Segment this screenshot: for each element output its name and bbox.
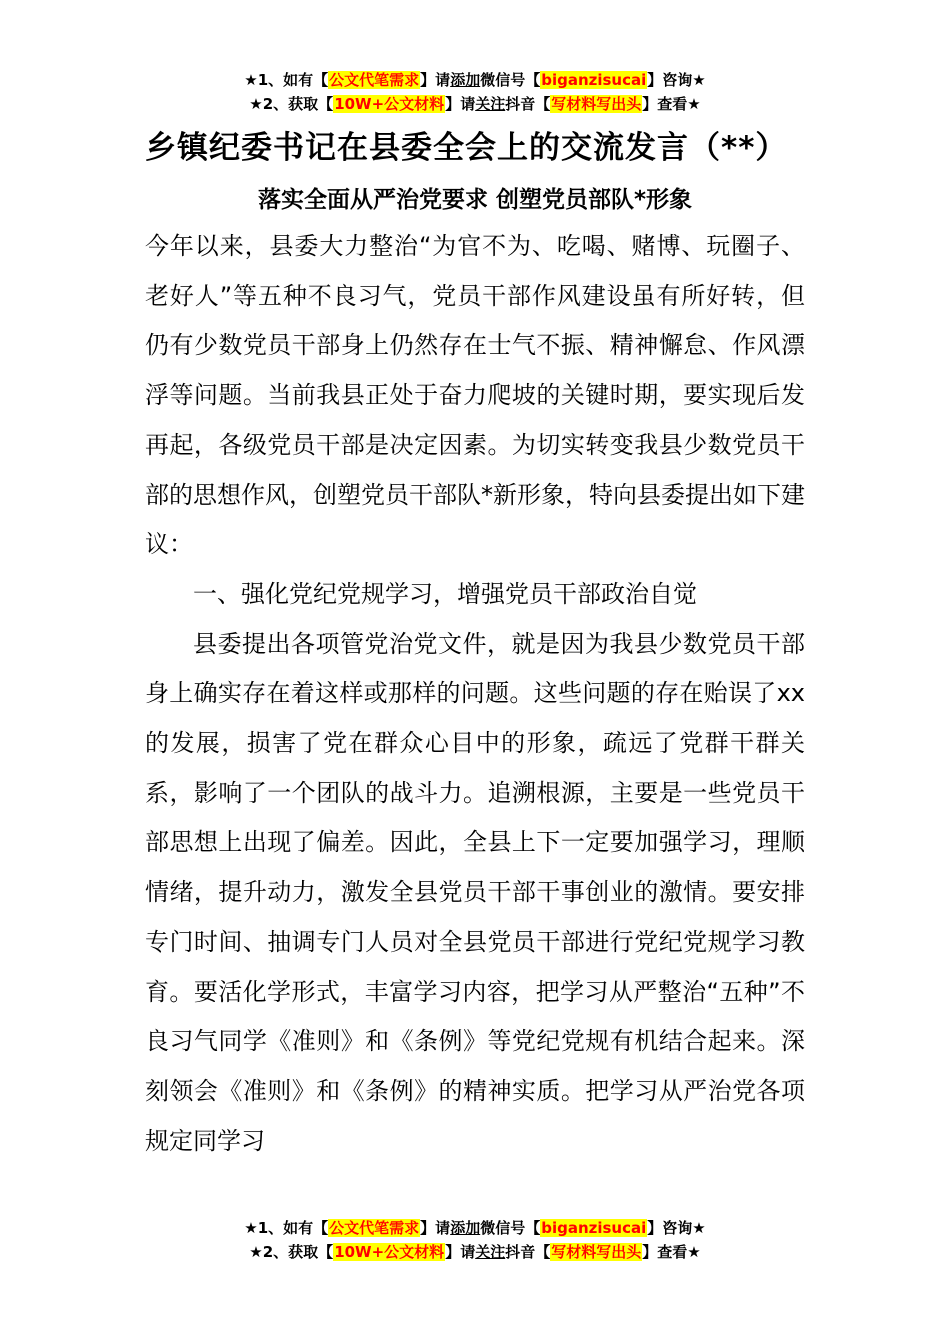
paragraph-intro: 今年以来，县委大力整治“为官不为、吃喝、赌博、玩圈子、老好人”等五种不良习气，党员干部作风建设虽有所好转，但仍有少数党员干部身上仍然存在士气不振、精神懈怠、作风漂浮等问题。当前我县正处于奋力爬坡的关键时期，要实现后发再起，各级党员干部是决定因素。为切实转变我县少数党员干部的思想作风，创塑党员干部队*新形象，特向县委提出如下建议： bbox=[145, 232, 805, 559]
banner-highlight: 公文代笔需求 bbox=[329, 71, 420, 89]
banner-text: 】请 bbox=[445, 1243, 476, 1261]
document-subtitle: 落实全面从严治党要求 创塑党员部队*形象 bbox=[257, 187, 693, 213]
paragraph-section-1: 县委提出各项管党治党文件，就是因为我县少数党员干部身上确实存在着这样或那样的问题。这些问题的存在贻误了xx的发展，损害了党在群众心目中的形象，疏远了党群干群关系，影响了一个团队的战斗力。追溯根源，主要是一些党员干部思想上出现了偏差。因此，全县上下一定要加强学习，理顺情绪，提升动力，激发全县党员干部干事创业的激情。要安排专门时间、抽调专门人员对全县党员干部进行党纪党规学习教育。要活化学形式，丰富学习内容，把学习从严整治“五种”不良习气同学《准则》和《条例》等党纪党规有机结合起来。深刻领会《准则》和《条例》的精神实质。把学习从严治党各项规定同学习 bbox=[145, 629, 805, 1155]
document-body bbox=[145, 126, 805, 1166]
banner-text: 微信号【 bbox=[480, 1219, 541, 1237]
banner-text: ★2、获取【 bbox=[249, 95, 334, 113]
banner-text: 】查看★ bbox=[642, 1243, 701, 1261]
banner-highlight: biganzisucai bbox=[541, 71, 647, 89]
banner-line-2 bbox=[0, 1240, 950, 1264]
banner-line-1 bbox=[0, 68, 950, 92]
banner-highlight: 10W+公文材料 bbox=[334, 95, 445, 113]
banner-text: 微信号【 bbox=[480, 71, 541, 89]
banner-highlight: 写材料写出头 bbox=[551, 1243, 642, 1261]
banner-highlight: 写材料写出头 bbox=[551, 95, 642, 113]
header-banner bbox=[0, 68, 950, 116]
section-heading-1: 一、强化党纪党规学习，增强党员干部政治自觉 bbox=[193, 579, 697, 608]
footer-banner bbox=[0, 1216, 950, 1264]
banner-text: 抖音【 bbox=[505, 95, 551, 113]
banner-underlined-text: 添加 bbox=[450, 1219, 481, 1237]
banner-text: 】查看★ bbox=[642, 95, 701, 113]
banner-highlight: biganzisucai bbox=[541, 1219, 647, 1237]
banner-text: 抖音【 bbox=[505, 1243, 551, 1261]
banner-text: 】请 bbox=[420, 1219, 451, 1237]
banner-text: ★2、获取【 bbox=[249, 1243, 334, 1261]
banner-underlined-text: 关注 bbox=[475, 95, 506, 113]
banner-text: 】请 bbox=[420, 71, 451, 89]
banner-line-1 bbox=[0, 1216, 950, 1240]
banner-underlined-text: 关注 bbox=[475, 1243, 506, 1261]
banner-line-2 bbox=[0, 92, 950, 116]
banner-text: ★1、如有【 bbox=[244, 71, 329, 89]
banner-text: 】请 bbox=[445, 95, 476, 113]
banner-highlight: 10W+公文材料 bbox=[334, 1243, 445, 1261]
banner-text: ★1、如有【 bbox=[244, 1219, 329, 1237]
document-title: 乡镇纪委书记在县委全会上的交流发言（**） bbox=[145, 130, 788, 166]
banner-underlined-text: 添加 bbox=[450, 71, 481, 89]
banner-highlight: 公文代笔需求 bbox=[329, 1219, 420, 1237]
banner-text: 】咨询★ bbox=[647, 1219, 706, 1237]
banner-text: 】咨询★ bbox=[647, 71, 706, 89]
